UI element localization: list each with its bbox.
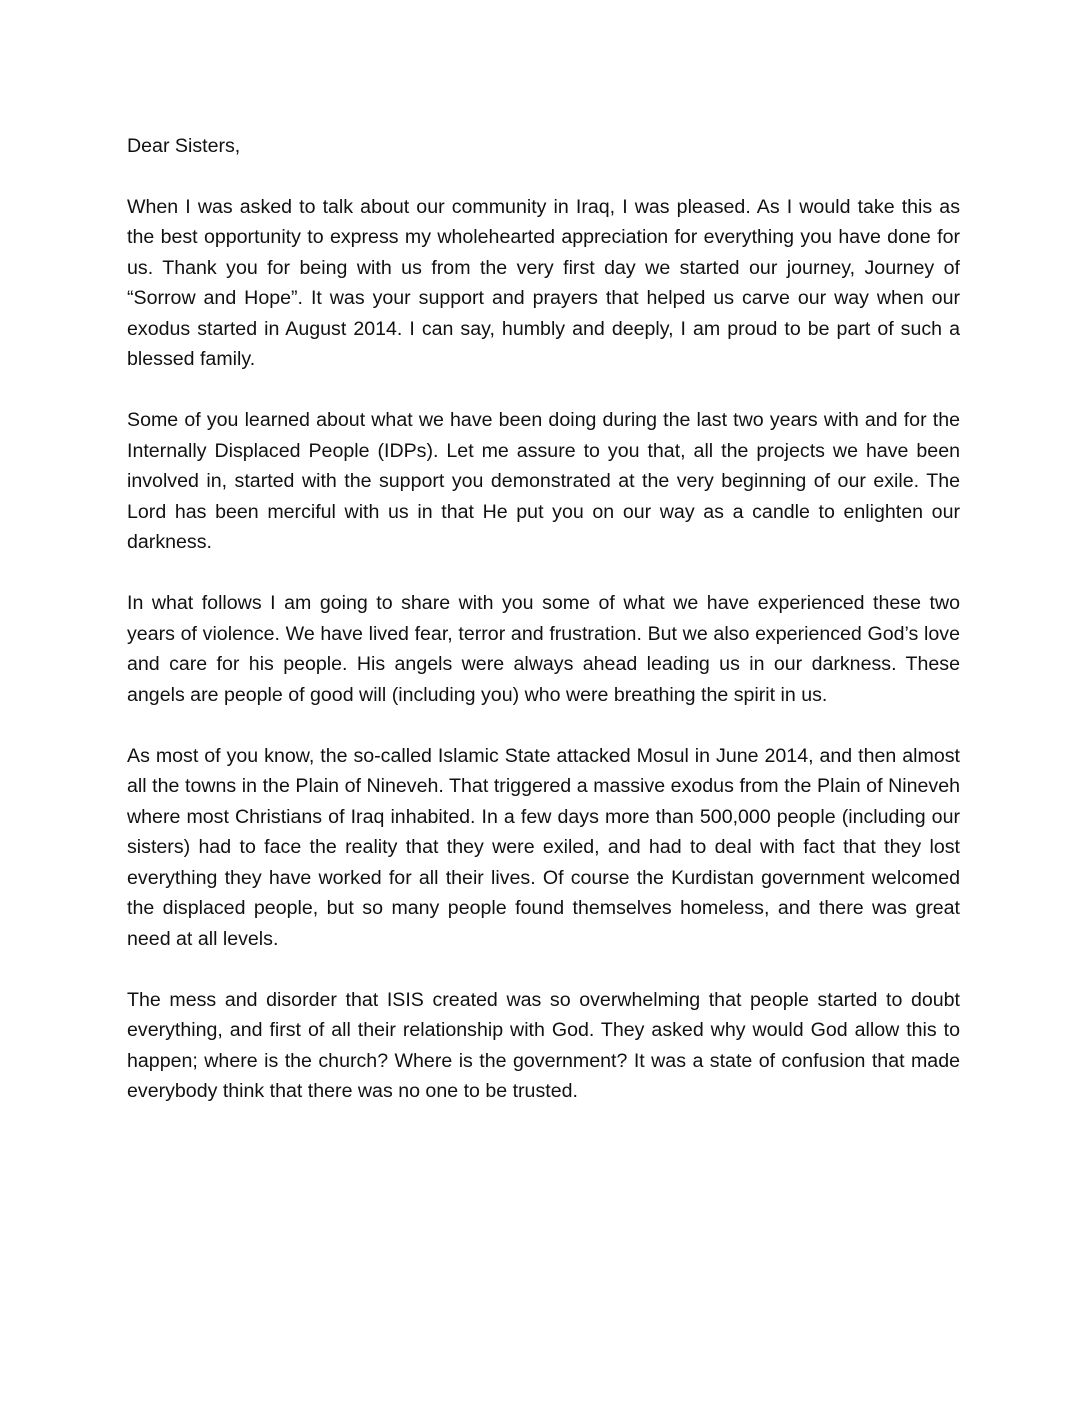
paragraph-5: The mess and disorder that ISIS created was so overwhelming that people started to doubt everything, and first of all their relationship with God. They asked why would God allow this to happen; where is the church? Where is the government? It was a state of confusion that made everybody think that there was no one to be trusted. (127, 988, 960, 1102)
paragraph-2: Some of you learned about what we have been doing during the last two years with and for the Internally Displaced People (IDPs). Let me assure to you that, all the projects we have been involved in, started with the support you demonstrated at the very beginning of our exile. The Lord has been merciful with us in that He put you on our way as a candle to enlighten our darkness. (127, 409, 960, 553)
paragraph-1: When I was asked to talk about our community in Iraq, I was pleased. As I would take this as the best opportunity to express my wholehearted appreciation for everything you have done for us. Thank you for being with us from the very first day we started our journey, Journey of “Sorrow and Hope”. It was your support and prayers that helped us carve our way when our exodus started in August 2014. I can say, humbly and deeply, I am proud to be part of such a blessed family. (127, 195, 960, 370)
paragraph-3: In what follows I am going to share with you some of what we have experienced these two years of violence. We have lived fear, terror and frustration. But we also experienced God’s love and care for his people. His angels were always ahead leading us in our darkness. These angels are people of good will (including you) who were breathing the spirit in us. (127, 592, 960, 706)
salutation: Dear Sisters, (127, 135, 241, 157)
paragraph-4: As most of you know, the so-called Islamic State attacked Mosul in June 2014, and then almost all the towns in the Plain of Nineveh. That triggered a massive exodus from the Plain of Nineveh where most Christians of Iraq inhabited. In a few days more than 500,000 people (including our sisters) had to face the reality that they were exiled, and had to deal with fact that they lost everything they have worked for all their lives. Of course the Kurdistan government welcomed the displaced people, but so many people found themselves homeless, and there was great need at all levels. (127, 744, 960, 950)
letter-body (127, 131, 960, 1137)
